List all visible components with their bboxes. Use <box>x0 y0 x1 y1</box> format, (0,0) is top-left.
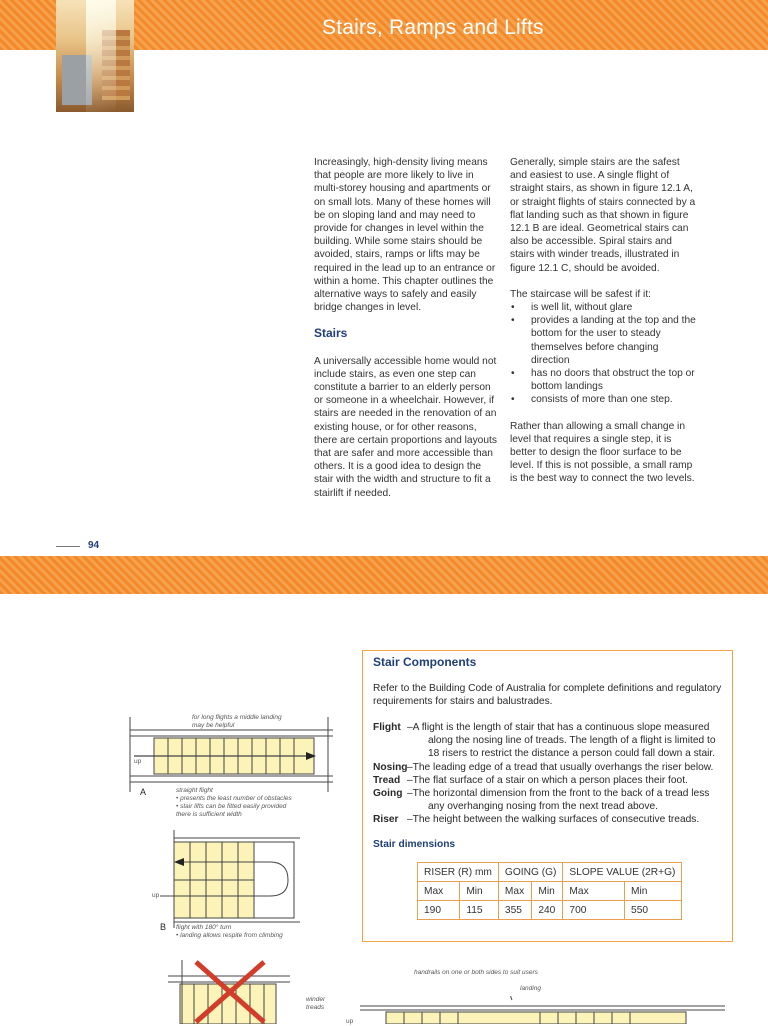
figure-a-caption: straight flight • presents the least number of obstacles • stair lifts can be fitted easily provided there is sufficient width <box>176 787 292 818</box>
safety-list <box>510 301 696 407</box>
page-title: Stairs, Ramps and Lifts <box>322 16 544 39</box>
dimensions-heading: Stair dimensions <box>373 839 456 850</box>
figure-b-up: up <box>152 892 160 899</box>
table-cell: 115 <box>460 901 499 920</box>
table-header: SLOPE VALUE (2R+G) <box>563 863 682 882</box>
definition-flight: Flight –A flight is the length of stair that has a continuous slope measured along the nosing line of treads. The length of a flight is limited to 18 risers to restrict the distance a person could fall down a stair. <box>373 722 716 760</box>
figure-a-label: A <box>140 787 147 797</box>
page-number-rule <box>56 546 80 547</box>
table-cell: Max <box>498 882 531 901</box>
table-row <box>418 863 682 882</box>
stair-dimensions-table <box>417 862 682 920</box>
header-photo <box>56 0 134 112</box>
definition-going: Going –The horizontal dimension from the front to the back of a tread less any overhanging nosing from the next tread above. <box>373 788 710 813</box>
table-cell: 190 <box>418 901 460 920</box>
table-cell: Max <box>563 882 625 901</box>
figure-c-winder-stair <box>160 956 310 1024</box>
stairs-paragraph: A universally accessible home would not include stairs, as even one step can constitute a barrier to an elderly person or someone in a wheelchair. However, if stairs are needed in the renovation of an existing house, or for other reasons, there are certain proportions and layouts that are safer and more accessible than others. It is a good idea to design the stair with the width and structure to fit a stairlift if needed. <box>314 355 497 499</box>
table-cell: Min <box>625 882 682 901</box>
column-right <box>510 156 696 499</box>
list-item: • has no doors that obstruct the top or bottom landings <box>510 367 696 393</box>
table-cell: 700 <box>563 901 625 920</box>
list-item: • is well lit, without glare <box>510 301 696 314</box>
table-header: RISER (R) mm <box>418 863 499 882</box>
components-intro: Refer to the Building Code of Australia for complete definitions and regulatory requirements for stairs and balustrades. <box>373 683 722 708</box>
table-cell: Min <box>460 882 499 901</box>
list-item: • consists of more than one step. <box>510 393 696 406</box>
definitions-list <box>373 721 733 827</box>
figure-d-stair-plan <box>340 996 730 1024</box>
divider-band <box>0 556 768 594</box>
figure-d-handrails-note: handrails on one or both sides to suit users <box>414 969 538 976</box>
table-cell: Max <box>418 882 460 901</box>
table-row <box>418 882 682 901</box>
stair-components-box <box>362 650 733 942</box>
page-number: 94 <box>88 540 100 551</box>
table-cell: 240 <box>532 901 563 920</box>
table-cell: Min <box>532 882 563 901</box>
figure-b-label: B <box>160 922 167 932</box>
list-intro: The staircase will be safest if it: <box>510 288 651 300</box>
components-heading: Stair Components <box>373 655 477 669</box>
figure-b-flight-180-turn <box>150 828 330 928</box>
simple-stairs-paragraph: Generally, simple stairs are the safest and easiest to use. A single flight of straight stairs, as shown in figure 12.1 A, or straight flights of stairs connected by a flat landing such as that shown in figure 12.1 B are ideal. Geometrical stairs can also be accessible. Spiral stairs and stairs with winder treads, illustrated in figure 12.1 C, should be avoided. <box>510 157 696 274</box>
list-item: • provides a landing at the top and the bottom for the user to steady themselves before changing direction <box>510 314 696 367</box>
table-header: GOING (G) <box>498 863 563 882</box>
figure-d-landing: landing <box>520 985 541 992</box>
definition-tread: Tread –The flat surface of a stair on which a person places their foot. <box>373 774 688 786</box>
figure-c-winder-label: winder treads <box>306 996 326 1011</box>
table-cell: 550 <box>625 901 682 920</box>
definition-nosing: Nosing –The leading edge of a tread that usually overhangs the riser below. <box>373 761 714 773</box>
stairs-heading: Stairs <box>314 326 348 341</box>
table-cell: 355 <box>498 901 531 920</box>
figure-b-caption: flight with 180° turn • landing allows respite from climbing <box>176 924 283 939</box>
table-row <box>418 901 682 920</box>
definition-riser: Riser –The height between the walking surfaces of consecutive treads. <box>373 814 700 826</box>
intro-paragraph: Increasingly, high-density living means that people are more likely to live in multi-storey housing and apartments or on small lots. Many of these homes will be on sloping land and may need to provide for changes in level within the building. While some stairs should be avoided, stairs, ramps or lifts may be required in the lead up to an entrance or within a home. This chapter outlines the alternative ways to safely and easily bridge changes in level. <box>314 157 496 314</box>
figure-d-up: up <box>346 1018 354 1025</box>
figure-a-up: up <box>134 758 142 765</box>
ramp-paragraph: Rather than allowing a small change in level that requires a single step, it is better to design the floor surface to be level. If this is not possible, a small ramp is the best way to connect the two levels. <box>510 420 695 485</box>
column-left <box>314 156 498 513</box>
figure-a-note: for long flights a middle landing may be helpful <box>192 714 282 729</box>
